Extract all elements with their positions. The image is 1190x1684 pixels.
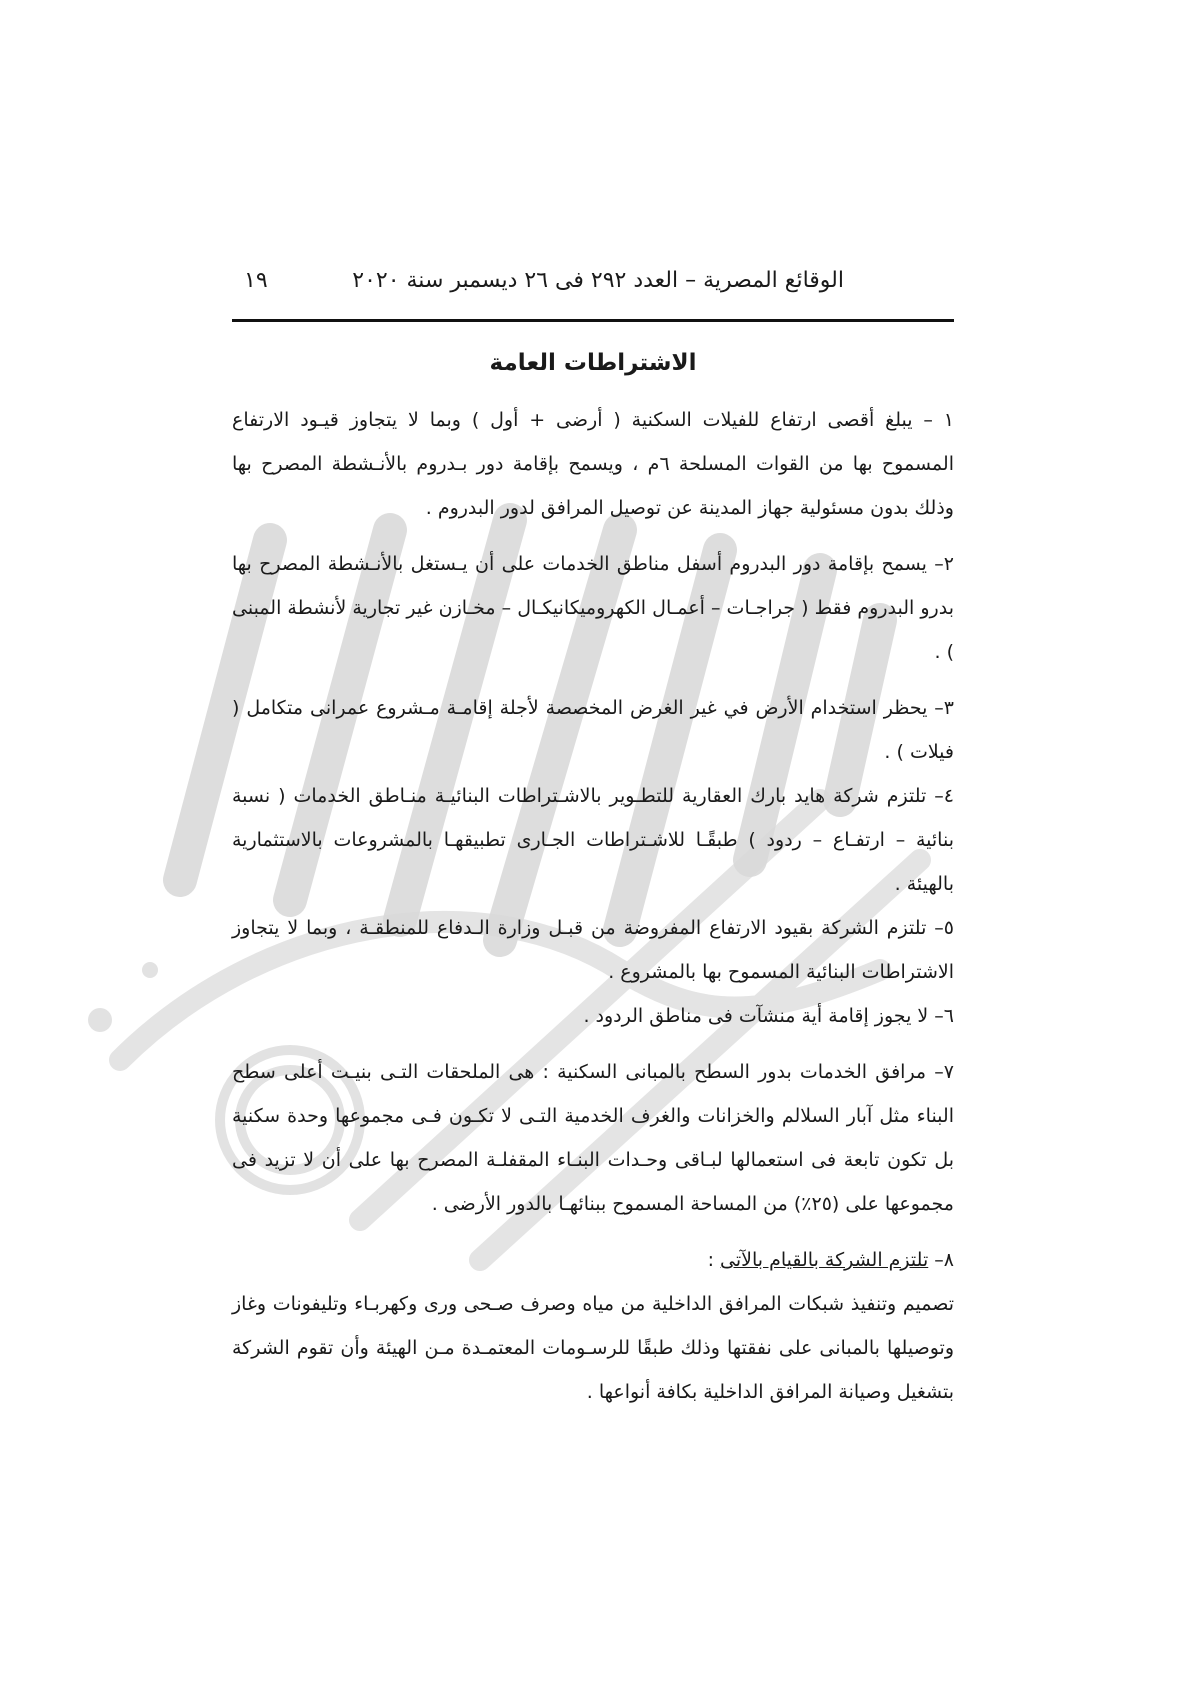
item-8-heading: تلتزم الشركة بالقيام بالآتى bbox=[720, 1249, 929, 1271]
paragraph-4: ٤– تلتزم شركة هايد بارك العقارية للتطـوير بالاشـتراطات البنائيـة منـاطق الخدمات ( نسبة بنائية – ارتفـاع – ردود ) طبقًـا للاشـتراطات الجـارى تطبيقهـا بالمشروعات بالاستثمارية بالهيئة . bbox=[232, 785, 954, 895]
paragraph-2: ٢– يسمح بإقامة دور البدروم أسفل مناطق الخدمات على أن يـستغل بالأنـشطة المصرح بها بدرو البدروم فقط ( جراجـات – أعمـال الكهروميكانيكـال – مخـازن غير تجارية لأنشطة المبنى ) . bbox=[232, 553, 954, 663]
paragraph-3: ٣– يحظر استخدام الأرض في غير الغرض المخصصة لأجلة إقامـة مـشروع عمرانى متكامل ( فيلات ) . bbox=[232, 697, 954, 763]
header-divider bbox=[232, 319, 954, 322]
section-title: الاشتراطات العامة bbox=[489, 350, 697, 376]
paragraph-8-body: تصميم وتنفيذ شبكات المرافق الداخلية من مياه وصرف صـحى ورى وكهربـاء وتليفونات وغاز وتوصيلها بالمبانى على نفقتها وذلك طبقًا للرسـومات المعتمـدة مـن الهيئة وأن تقوم الشركة بتشغيل وصيانة المرافق الداخلية بكافة أنواعها . bbox=[232, 1293, 954, 1403]
item-8-colon: : bbox=[707, 1249, 721, 1271]
paragraph-7: ٧– مرافق الخدمات بدور السطح بالمبانى السكنية : هى الملحقات التـى بنيـت أعلى سطح البناء مثل آبار السلالم والخزانات والغرف الخدمية التـى لا تكـون فـى مجموعها وحدة سكنية بل تكون تابعة فى استعمالها لبـاقى وحـدات البنـاء المقفلـة المصرح بها على أن لا تزيد فى مجموعها على (٢٥٪) من المساحة المسموح ببنائهـا بالدور الأرضى . bbox=[232, 1061, 954, 1215]
paragraph-1: ١ – يبلغ أقصى ارتفاع للفيلات السكنية ( أرضى + أول ) وبما لا يتجاوز قيـود الارتفاع المسموح بها من القوات المسلحة ٦م ، ويسمح بإقامة دور بـدروم بالأنـشطة المصرح بها وذلك بدون مسئولية جهاز المدينة عن توصيل المرافق لدور البدروم . bbox=[232, 409, 954, 519]
document-body bbox=[232, 398, 954, 1426]
item-8-number: ٨– bbox=[928, 1249, 954, 1271]
page-header bbox=[232, 268, 954, 320]
paragraph-8-heading bbox=[232, 1238, 954, 1282]
paragraph-5: ٥– تلتزم الشركة بقيود الارتفاع المفروضة من قبـل وزارة الـدفاع للمنطقـة ، وبما لا يتجاوز الاشتراطات البنائية المسموح بها بالمشروع . bbox=[232, 917, 954, 983]
gazette-header-title: الوقائع المصرية – العدد ٢٩٢ فى ٢٦ ديسمبر سنة ٢٠٢٠ bbox=[352, 268, 844, 293]
paragraph-6: ٦– لا يجوز إقامة أية منشآت فى مناطق الردود . bbox=[583, 1005, 954, 1027]
page-number: ١٩ bbox=[244, 268, 268, 293]
